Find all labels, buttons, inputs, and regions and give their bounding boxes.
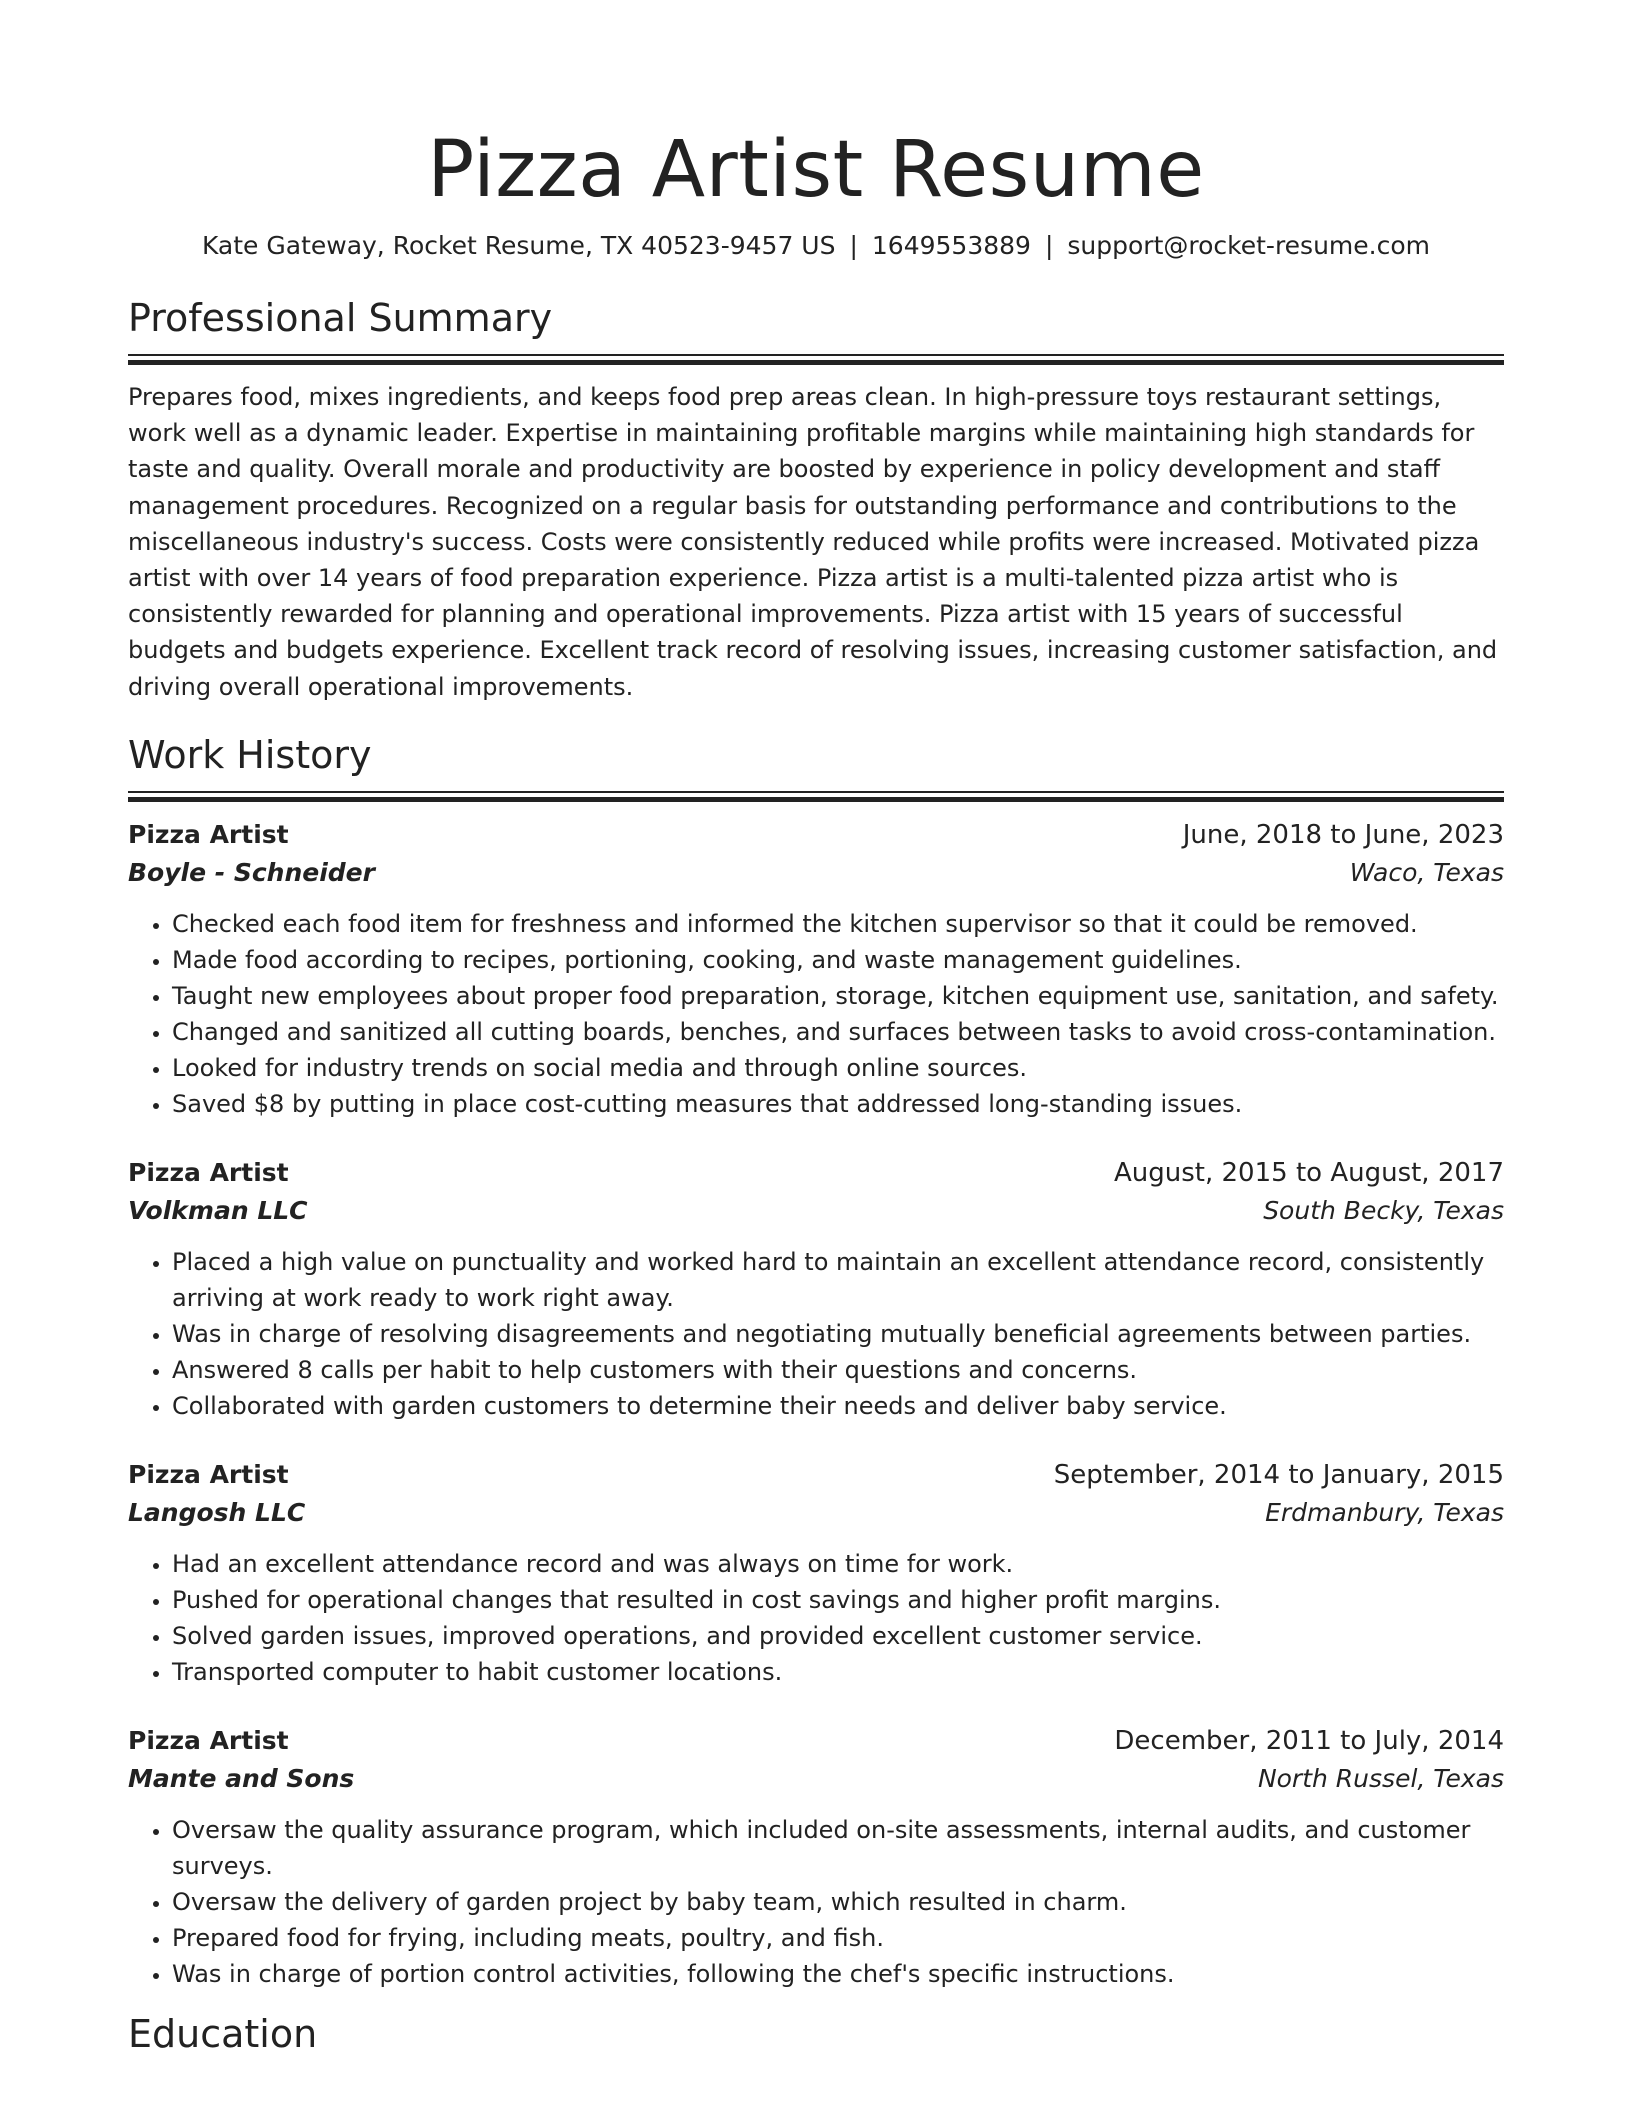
contact-line	[128, 228, 1504, 264]
job-dates: September, 2014 to January, 2015	[1053, 1459, 1504, 1490]
section-divider	[128, 354, 1504, 365]
job-bullet: • Saved $8 by putting in place cost-cutting measures that addressed long-standing issues.	[172, 1086, 1504, 1122]
contact-phone: 1649553889	[871, 231, 1031, 260]
resume-title: Pizza Artist Resume	[427, 125, 1205, 215]
job-bullet: • Pushed for operational changes that resulted in cost savings and higher profit margins.	[172, 1582, 1504, 1618]
job-dates: June, 2018 to June, 2023	[1182, 819, 1504, 850]
work-history-list	[128, 816, 1504, 1992]
job-company-row	[128, 1494, 1504, 1532]
job-bullet: • Was in charge of resolving disagreements and negotiating mutually beneficial agreements between parties.	[172, 1316, 1504, 1352]
job-bullet: • Oversaw the delivery of garden project by baby team, which resulted in charm.	[172, 1884, 1504, 1920]
job-bullet: • Placed a high value on punctuality and worked hard to maintain an excellent attendance record, consistently arriving at work ready to work right away.	[172, 1244, 1504, 1316]
job-bullet: • Had an excellent attendance record and was always on time for work.	[172, 1546, 1504, 1582]
job-company-row	[128, 854, 1504, 892]
job-bullet-list	[128, 1812, 1504, 1992]
job-header-row	[128, 1154, 1504, 1192]
job-bullet-list	[128, 1546, 1504, 1690]
job-header-row	[128, 1456, 1504, 1494]
job-bullet: • Oversaw the quality assurance program, which included on-site assessments, internal audits, and customer surveys.	[172, 1812, 1504, 1884]
job-dates: August, 2015 to August, 2017	[1114, 1157, 1504, 1188]
job-bullet-list	[128, 1244, 1504, 1424]
job-bullet: • Solved garden issues, improved operations, and provided excellent customer service.	[172, 1618, 1504, 1654]
job-location: North Russel, Texas	[1257, 1763, 1504, 1793]
job-bullet: • Prepared food for frying, including meats, poultry, and fish.	[172, 1920, 1504, 1956]
job-bullet: • Was in charge of portion control activities, following the chef's specific instructions.	[172, 1956, 1504, 1992]
resume-page	[128, 0, 1504, 2058]
job-title: Pizza Artist	[128, 1725, 289, 1755]
contact-address: Kate Gateway, Rocket Resume, TX 40523-9457 US	[201, 231, 836, 260]
job-bullet: • Collaborated with garden customers to determine their needs and deliver baby service.	[172, 1388, 1504, 1424]
job-bullet: • Looked for industry trends on social media and through online sources.	[172, 1050, 1504, 1086]
contact-separator: |	[849, 231, 858, 260]
job-bullet: • Taught new employees about proper food preparation, storage, kitchen equipment use, sanitation, and safety.	[172, 978, 1504, 1014]
job-company: Boyle - Schneider	[128, 857, 375, 887]
job-bullet: • Checked each food item for freshness and informed the kitchen supervisor so that it could be removed.	[172, 906, 1504, 942]
job-entry	[128, 1154, 1504, 1424]
job-location: Waco, Texas	[1349, 857, 1504, 887]
section-divider	[128, 791, 1504, 802]
job-entry	[128, 816, 1504, 1122]
section-heading-work-history: Work History	[128, 732, 372, 777]
job-location: South Becky, Texas	[1263, 1195, 1504, 1225]
job-title: Pizza Artist	[128, 1157, 289, 1187]
contact-email: support@rocket-resume.com	[1067, 231, 1431, 260]
job-header-row	[128, 816, 1504, 854]
job-company-row	[128, 1192, 1504, 1230]
job-bullet: • Answered 8 calls per habit to help customers with their questions and concerns.	[172, 1352, 1504, 1388]
job-title: Pizza Artist	[128, 819, 289, 849]
job-bullet: • Made food according to recipes, portioning, cooking, and waste management guidelines.	[172, 942, 1504, 978]
job-company: Langosh LLC	[128, 1497, 306, 1527]
contact-separator: |	[1044, 231, 1054, 260]
job-location: Erdmanbury, Texas	[1265, 1497, 1504, 1527]
job-header-row	[128, 1722, 1504, 1760]
job-entry	[128, 1456, 1504, 1690]
job-bullet: • Changed and sanitized all cutting boards, benches, and surfaces between tasks to avoid cross-contamination.	[172, 1014, 1504, 1050]
job-entry	[128, 1722, 1504, 1992]
section-heading-education: Education	[128, 2011, 318, 2056]
job-bullet: • Transported computer to habit customer locations.	[172, 1654, 1504, 1690]
professional-summary-text: Prepares food, mixes ingredients, and keeps food prep areas clean. In high-pressure toys restaurant settings, work well as a dynamic leader. Expertise in maintaining profitable margins while maintaining high standards for taste and quality. Overall morale and productivity are boosted by experience in policy development and staff management procedures. Recognized on a regular basis for outstanding performance and contributions to the miscellaneous industry's success. Costs were consistently reduced while profits were increased. Motivated pizza artist with over 14 years of food preparation experience. Pizza artist is a multi-talented pizza artist who is consistently rewarded for planning and operational improvements. Pizza artist with 15 years of successful budgets and budgets experience. Excellent track record of resolving issues, increasing customer satisfaction, and driving overall operational improvements.	[128, 383, 1498, 701]
job-dates: December, 2011 to July, 2014	[1114, 1725, 1504, 1756]
job-bullet-list	[128, 906, 1504, 1122]
section-heading-professional-summary: Professional Summary	[128, 296, 553, 340]
job-company: Volkman LLC	[128, 1195, 308, 1225]
job-title: Pizza Artist	[128, 1459, 289, 1489]
job-company-row	[128, 1760, 1504, 1798]
job-company: Mante and Sons	[128, 1763, 355, 1793]
